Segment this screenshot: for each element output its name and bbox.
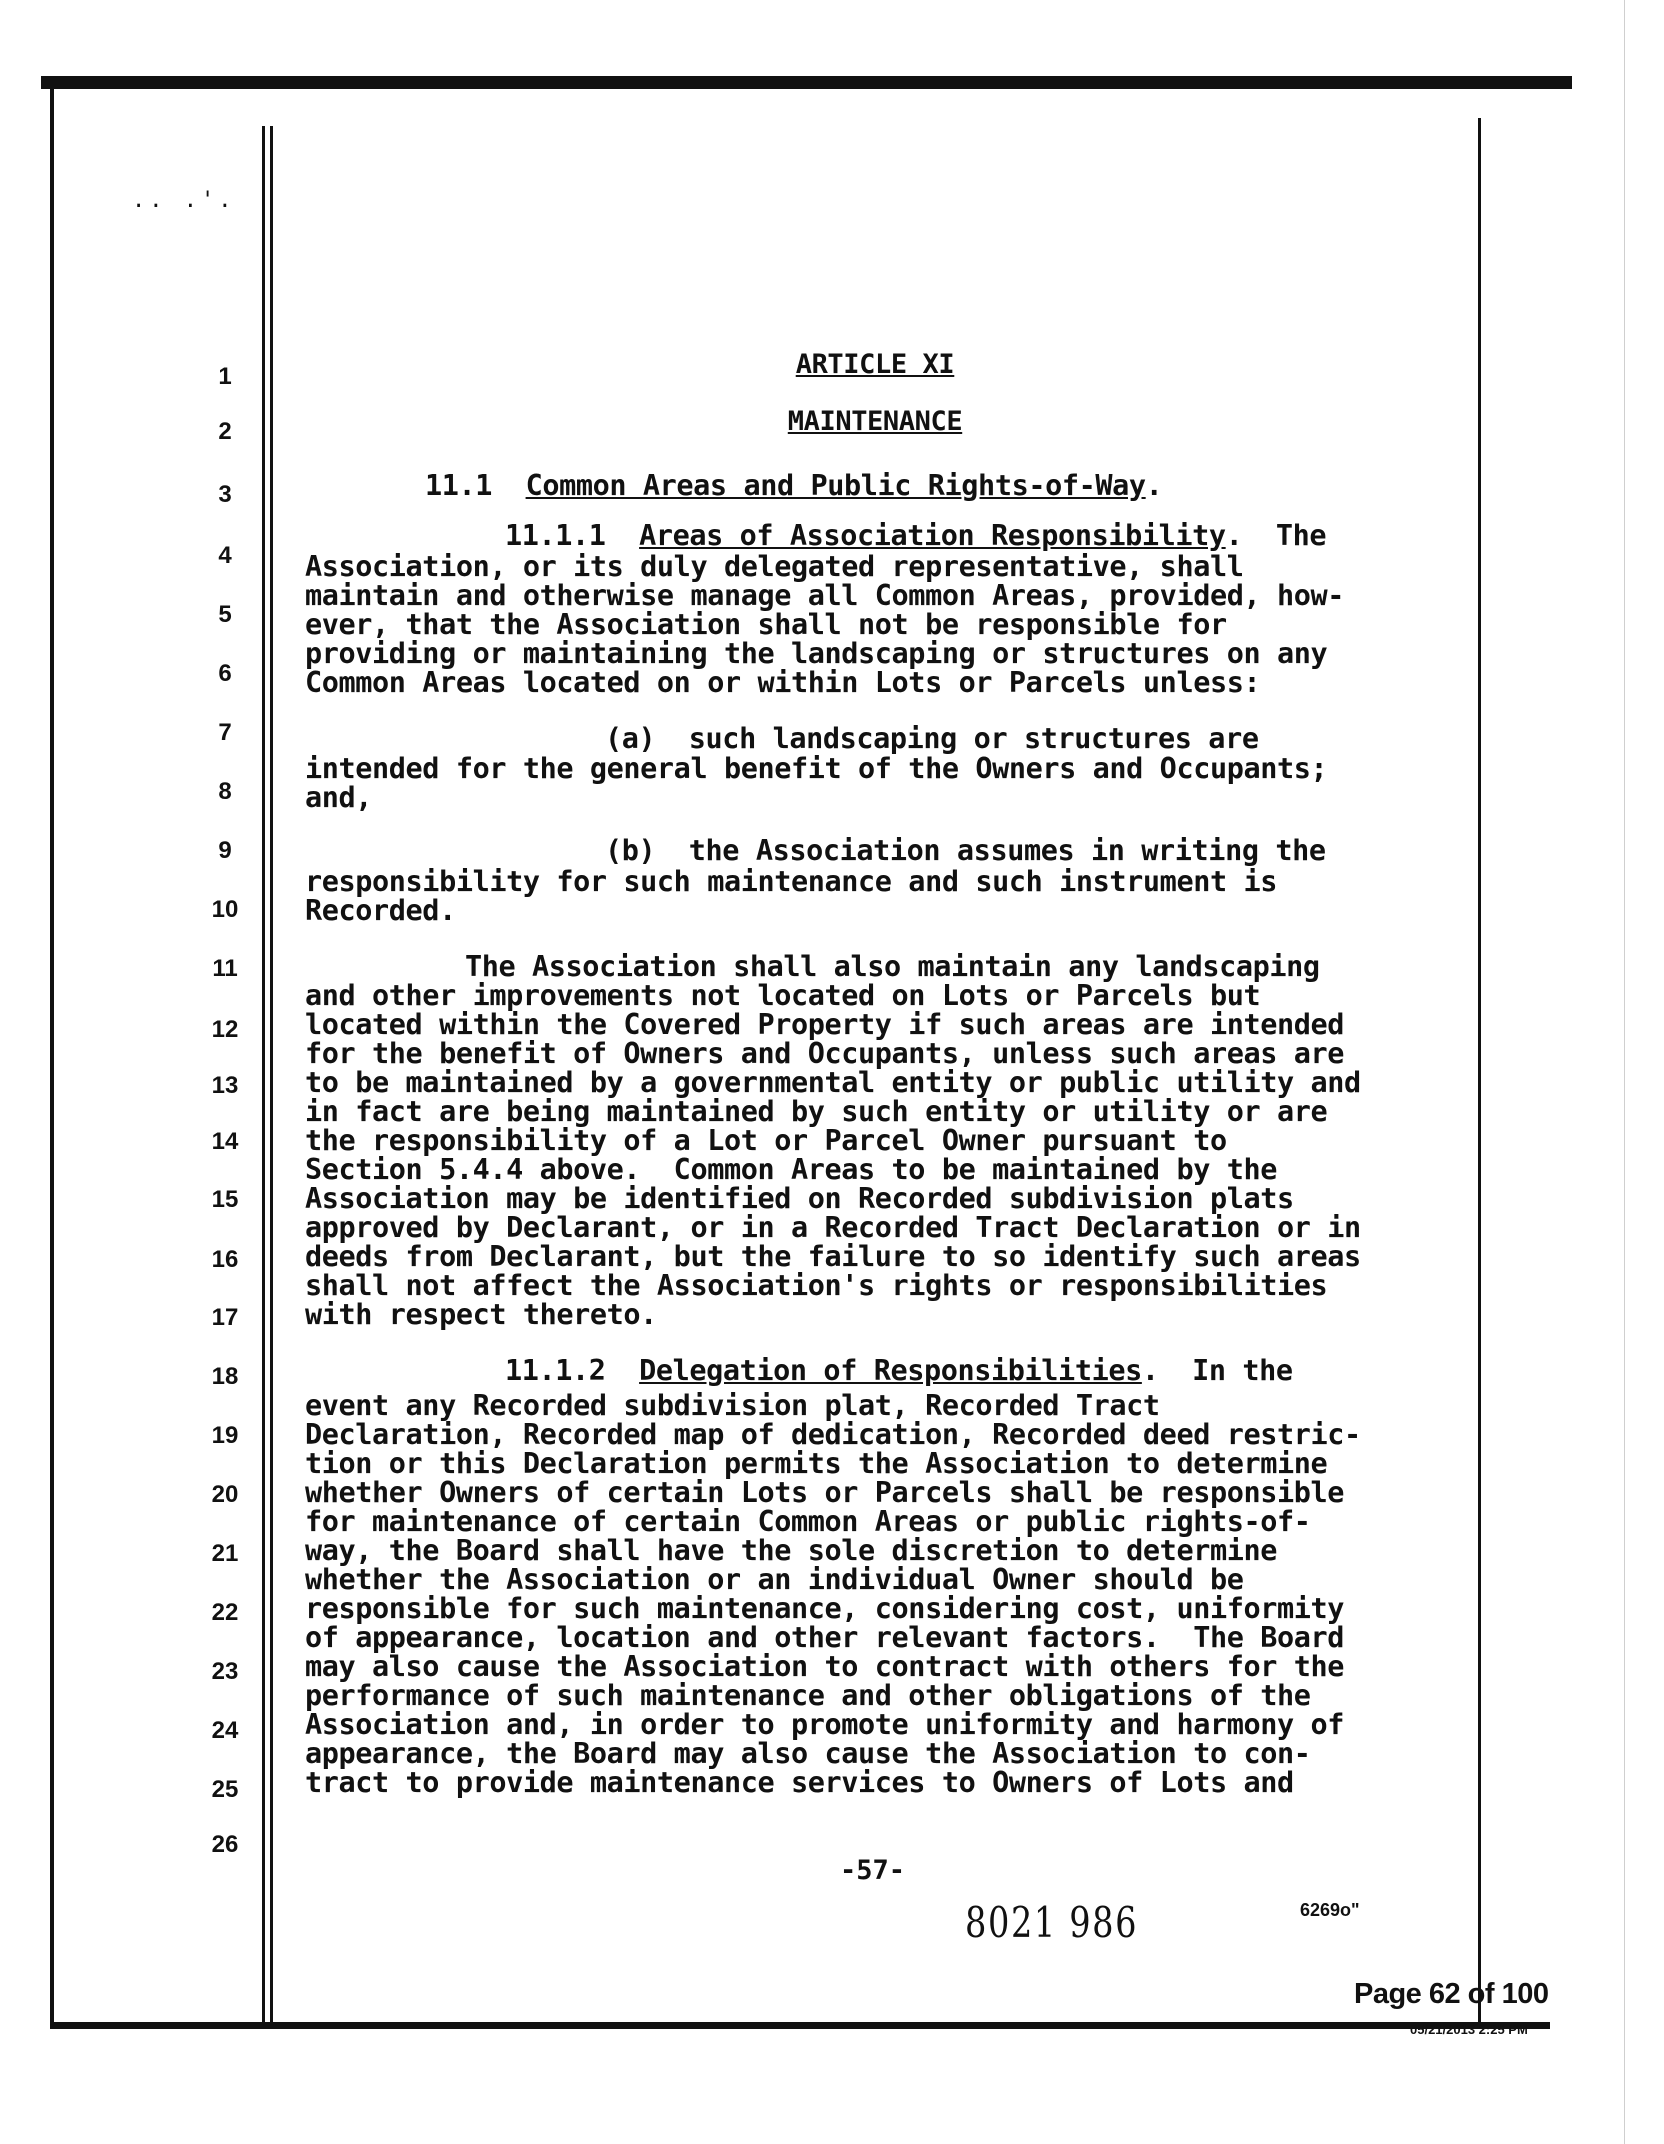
body-line: to be maintained by a governmental entity or public utility and bbox=[305, 1066, 1361, 1099]
body-line: may also cause the Association to contract with others for the bbox=[305, 1650, 1345, 1683]
recording-code-stamp: 6269o" bbox=[1300, 1900, 1360, 1920]
top-border-rule bbox=[41, 76, 1572, 89]
line-number: 10 bbox=[211, 896, 239, 923]
body-line: whether the Association or an individual Owner should be bbox=[305, 1563, 1244, 1596]
body-line: responsible for such maintenance, considering cost, uniformity bbox=[305, 1592, 1345, 1625]
body-line: approved by Declarant, or in a Recorded Tract Declaration or in bbox=[305, 1211, 1361, 1244]
body-line: performance of such maintenance and other obligations of the bbox=[305, 1679, 1311, 1712]
body-line: tract to provide maintenance services to Owners of Lots and bbox=[305, 1766, 1294, 1799]
section-trail: . bbox=[1145, 469, 1163, 502]
line-number: 25 bbox=[211, 1776, 239, 1803]
body-line: event any Recorded subdivision plat, Recorded Tract bbox=[305, 1389, 1160, 1422]
line-number: 12 bbox=[211, 1016, 239, 1043]
subsection-heading-11-1-2 bbox=[505, 1354, 1293, 1387]
body-line: appearance, the Board may also cause the Association to con- bbox=[305, 1737, 1311, 1770]
corner-mark: .. .'. bbox=[132, 188, 236, 213]
body-line: Association may be identified on Recorded subdivision plats bbox=[305, 1182, 1294, 1215]
body-line: of appearance, location and other relevant factors. The Board bbox=[305, 1621, 1345, 1654]
paragraph-first-line: The Association shall also maintain any landscaping bbox=[465, 950, 1320, 983]
line-number: 26 bbox=[211, 1831, 239, 1858]
body-line: in fact are being maintained by such entity or utility or are bbox=[305, 1095, 1328, 1128]
body-line: whether Owners of certain Lots or Parcels shall be responsible bbox=[305, 1476, 1345, 1509]
article-subtitle: MAINTENANCE bbox=[787, 406, 963, 437]
page-number: -57- bbox=[840, 1855, 906, 1886]
line-number: 17 bbox=[211, 1304, 239, 1331]
list-item-a: (a) such landscaping or structures are bbox=[605, 722, 1259, 755]
right-margin-rule bbox=[1478, 118, 1481, 2023]
body-line: with respect thereto. bbox=[305, 1298, 657, 1331]
body-line: and, bbox=[305, 781, 373, 814]
section-number: 11.1 bbox=[425, 469, 493, 502]
line-number: 11 bbox=[212, 955, 238, 982]
scan-edge-rule bbox=[1624, 0, 1625, 2144]
body-line: Association, or its duly delegated representative, shall bbox=[305, 550, 1244, 583]
bottom-border-rule bbox=[50, 2022, 1550, 2029]
subsection-lead: . The bbox=[1225, 519, 1327, 552]
body-line: tion or this Declaration permits the Association to determine bbox=[305, 1447, 1328, 1480]
pleading-rule-right bbox=[270, 126, 273, 2026]
subsection-title: Delegation of Responsibilities bbox=[639, 1354, 1142, 1387]
subsection-number: 11.1.2 bbox=[505, 1354, 606, 1387]
body-line: deeds from Declarant, but the failure to so identify such areas bbox=[305, 1240, 1361, 1273]
print-timestamp: 05/21/2013 2:25 PM bbox=[1410, 2022, 1528, 2037]
line-number: 13 bbox=[211, 1072, 239, 1099]
page-footer-label: Page 62 of 100 bbox=[1354, 1978, 1549, 2010]
body-line: Declaration, Recorded map of dedication, Recorded deed restric- bbox=[305, 1418, 1361, 1451]
body-line: Common Areas located on or within Lots or Parcels unless: bbox=[305, 666, 1261, 699]
section-title: Common Areas and Public Rights-of-Way bbox=[525, 469, 1146, 502]
pleading-rule-left bbox=[262, 126, 265, 2026]
list-item-b: (b) the Association assumes in writing the bbox=[605, 834, 1326, 867]
body-line: for the benefit of Owners and Occupants, unless such areas are bbox=[305, 1037, 1345, 1070]
line-number: 16 bbox=[211, 1246, 239, 1273]
body-line: responsibility for such maintenance and such instrument is bbox=[305, 865, 1277, 898]
line-number: 21 bbox=[211, 1540, 239, 1567]
left-border-rule bbox=[50, 86, 54, 2026]
line-number: 8 bbox=[218, 778, 232, 805]
line-number: 9 bbox=[218, 837, 232, 864]
body-line: the responsibility of a Lot or Parcel Owner pursuant to bbox=[305, 1124, 1227, 1157]
body-line: Section 5.4.4 above. Common Areas to be maintained by the bbox=[305, 1153, 1277, 1186]
body-line: and other improvements not located on Lots or Parcels but bbox=[305, 979, 1261, 1012]
body-line: intended for the general benefit of the Owners and Occupants; bbox=[305, 752, 1328, 785]
line-number: 24 bbox=[211, 1717, 239, 1744]
recording-book-page-stamp: 8021 986 bbox=[965, 1898, 1139, 1947]
line-number: 22 bbox=[211, 1599, 239, 1626]
body-line: way, the Board shall have the sole discretion to determine bbox=[305, 1534, 1277, 1567]
body-line: Recorded. bbox=[305, 894, 456, 927]
line-number: 20 bbox=[211, 1481, 239, 1508]
line-number: 15 bbox=[211, 1186, 239, 1213]
line-number: 6 bbox=[218, 660, 232, 687]
line-number: 19 bbox=[211, 1422, 239, 1449]
section-heading-11-1 bbox=[425, 469, 1163, 502]
line-number: 14 bbox=[211, 1128, 239, 1155]
body-line: providing or maintaining the landscaping or structures on any bbox=[305, 637, 1328, 670]
line-number: 18 bbox=[211, 1363, 239, 1390]
article-title: ARTICLE XI bbox=[795, 349, 955, 380]
body-line: ever, that the Association shall not be responsible for bbox=[305, 608, 1227, 641]
line-number: 2 bbox=[218, 418, 232, 445]
subsection-heading-11-1-1 bbox=[505, 519, 1327, 552]
line-number: 3 bbox=[218, 481, 232, 508]
line-number: 4 bbox=[218, 542, 232, 569]
line-number: 23 bbox=[211, 1658, 239, 1685]
line-number: 5 bbox=[218, 601, 232, 628]
line-number: 1 bbox=[218, 363, 232, 390]
subsection-lead: . In the bbox=[1141, 1354, 1293, 1387]
body-line: for maintenance of certain Common Areas or public rights-of- bbox=[305, 1505, 1311, 1538]
subsection-title: Areas of Association Responsibility bbox=[639, 519, 1226, 552]
subsection-number: 11.1.1 bbox=[505, 519, 606, 552]
line-number: 7 bbox=[218, 719, 232, 746]
body-line: maintain and otherwise manage all Common Areas, provided, how- bbox=[305, 579, 1345, 612]
body-line: Association and, in order to promote uniformity and harmony of bbox=[305, 1708, 1345, 1741]
body-line: located within the Covered Property if such areas are intended bbox=[305, 1008, 1345, 1041]
body-line: shall not affect the Association's rights or responsibilities bbox=[305, 1269, 1328, 1302]
